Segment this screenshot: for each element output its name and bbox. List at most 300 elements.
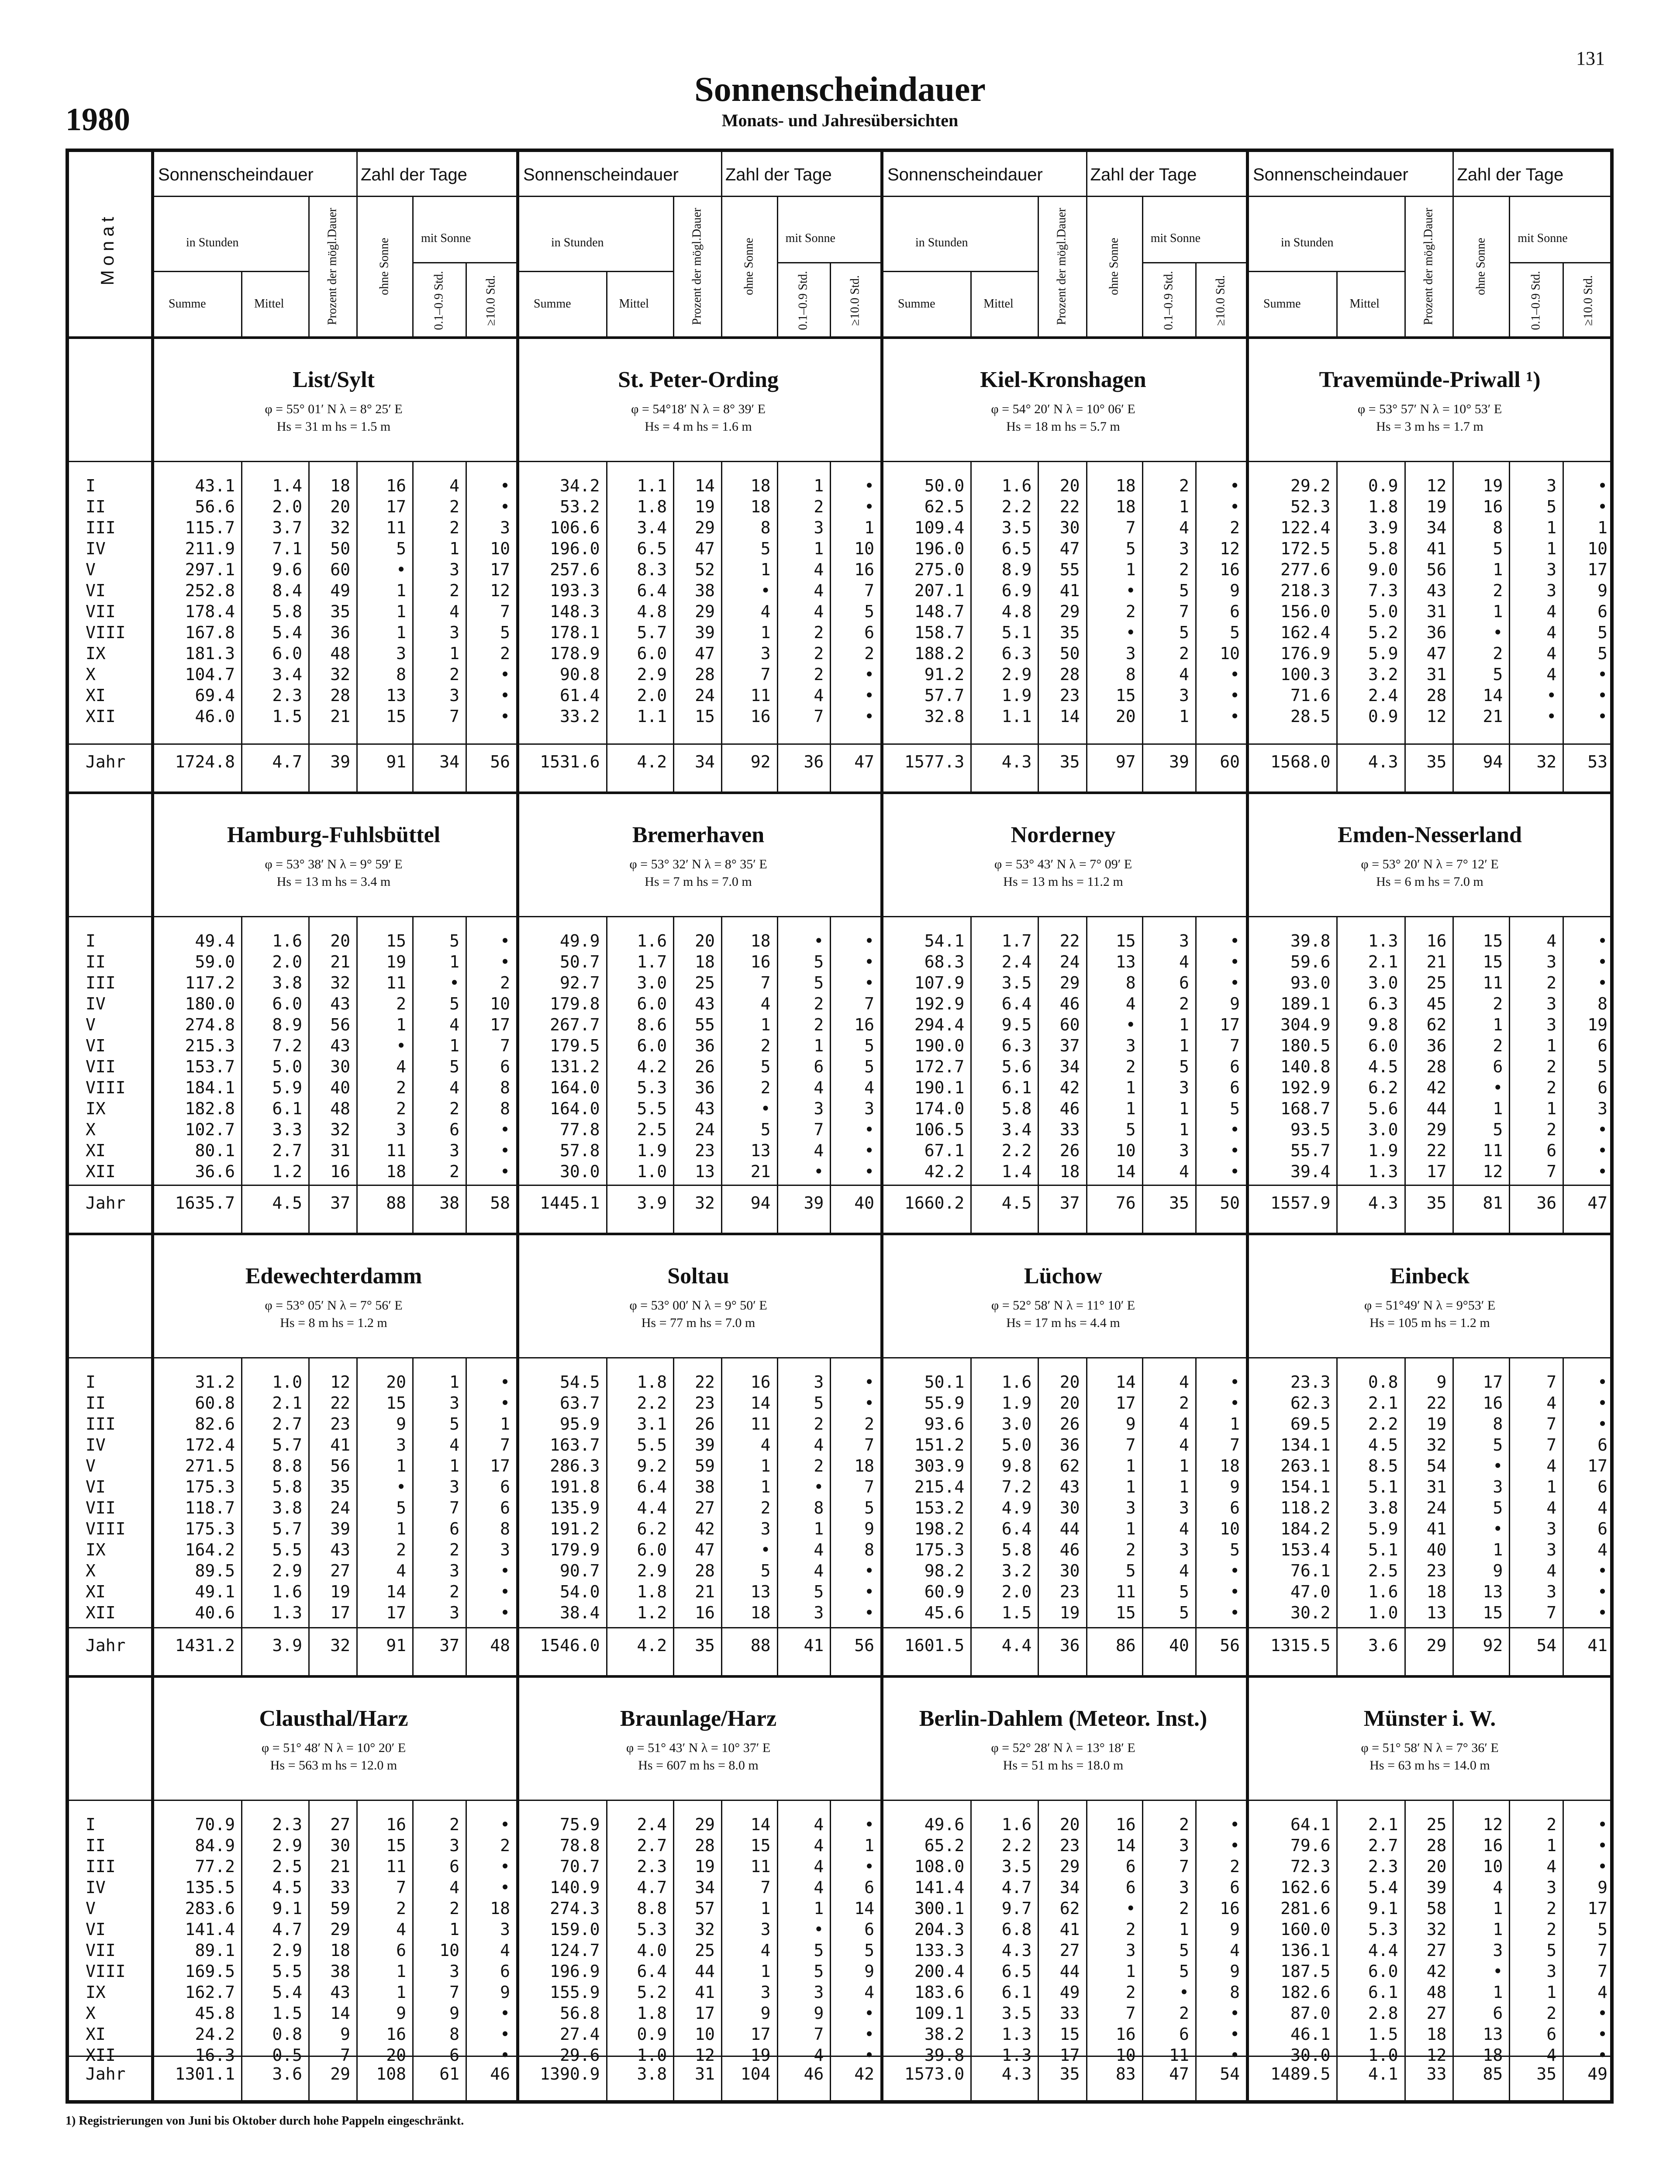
table-cell: 6 bbox=[500, 1057, 510, 1076]
table-cell: 176.9 bbox=[1280, 644, 1331, 663]
table-cell: 31.2 bbox=[195, 1372, 235, 1392]
table-cell: 2 bbox=[814, 994, 824, 1013]
table-cell: 5.8 bbox=[272, 602, 302, 621]
table-cell: 6.2 bbox=[637, 1519, 667, 1538]
table-cell: 5.2 bbox=[637, 1983, 667, 2002]
table-cell: 3.4 bbox=[272, 665, 302, 684]
table-cell: 55.9 bbox=[924, 1393, 965, 1413]
jahr-cell: 37 bbox=[439, 1636, 459, 1655]
block-divider bbox=[66, 1675, 1614, 1678]
table-cell: 9 bbox=[396, 1414, 406, 1434]
table-cell: 4.7 bbox=[637, 1878, 667, 1897]
station-coordinates: φ = 53° 00′ N λ = 9° 50′ E bbox=[629, 1298, 767, 1313]
table-cell: 16 bbox=[750, 707, 771, 726]
table-cell: 17 bbox=[1115, 1393, 1136, 1413]
table-cell: 5 bbox=[1493, 1120, 1503, 1139]
table-cell: 6 bbox=[1546, 1141, 1557, 1160]
table-cell: 5.8 bbox=[1368, 539, 1398, 558]
mittel-label: Mittel bbox=[983, 297, 1014, 311]
table-cell: 4.0 bbox=[637, 1941, 667, 1960]
table-cell: 10 bbox=[1115, 1141, 1136, 1160]
table-cell: 22 bbox=[330, 1393, 350, 1413]
table-cell: • bbox=[500, 2046, 510, 2065]
table-cell: • bbox=[1597, 1393, 1608, 1413]
table-cell: 1 bbox=[1546, 1836, 1557, 1855]
table-cell: 7 bbox=[449, 1983, 459, 2002]
jahr-cell: 4.4 bbox=[1001, 1636, 1032, 1655]
table-cell: 2 bbox=[864, 644, 874, 663]
table-cell: 6 bbox=[814, 1057, 824, 1076]
table-cell: 3 bbox=[449, 1477, 459, 1496]
table-cell: 17 bbox=[490, 1015, 510, 1034]
table-cell: 2 bbox=[1230, 1857, 1240, 1876]
table-cell: 6 bbox=[1125, 1857, 1136, 1876]
month-label: XII bbox=[86, 2046, 116, 2065]
table-cell: • bbox=[1230, 1815, 1240, 1834]
table-cell: 5 bbox=[1493, 539, 1503, 558]
table-cell: 6 bbox=[1230, 602, 1240, 621]
col-01-09-label bbox=[1142, 266, 1195, 334]
table-cell: • bbox=[500, 1603, 510, 1622]
table-cell: 5 bbox=[760, 1057, 771, 1076]
jahr-rule bbox=[66, 743, 1614, 745]
table-cell: 19 bbox=[1483, 476, 1503, 495]
table-cell: 17 bbox=[386, 497, 406, 516]
table-cell: 1 bbox=[760, 623, 771, 642]
table-cell: 22 bbox=[1059, 931, 1080, 950]
jahr-cell: 108 bbox=[376, 2064, 406, 2084]
block-divider bbox=[66, 336, 1614, 339]
table-cell: 2 bbox=[1493, 581, 1503, 600]
jahr-cell: 29 bbox=[1426, 1636, 1447, 1655]
table-cell: 169.5 bbox=[185, 1962, 235, 1981]
table-cell: 32 bbox=[1426, 1920, 1447, 1939]
table-cell: 1 bbox=[760, 1015, 771, 1034]
table-cell: 16 bbox=[386, 1815, 406, 1834]
table-cell: 29 bbox=[330, 1920, 350, 1939]
table-cell: 29 bbox=[695, 602, 715, 621]
table-cell: 69.5 bbox=[1290, 1414, 1331, 1434]
table-cell: 22 bbox=[1059, 497, 1080, 516]
table-cell: 3 bbox=[1546, 581, 1557, 600]
table-cell: 274.8 bbox=[185, 1015, 235, 1034]
ohne-sonne-label-text: ohne Sonne bbox=[742, 238, 756, 295]
jahr-cell: 39 bbox=[804, 1193, 824, 1213]
stunden-rule bbox=[880, 271, 1038, 272]
month-label: IV bbox=[86, 539, 106, 558]
ohne-sonne-label bbox=[1086, 201, 1142, 332]
monat-label: Monat bbox=[97, 212, 117, 286]
table-cell: • bbox=[1230, 2046, 1240, 2065]
table-cell: 32 bbox=[1426, 1435, 1447, 1455]
table-cell: 2 bbox=[1125, 1540, 1136, 1559]
table-cell: 43.1 bbox=[195, 476, 235, 495]
table-cell: 56 bbox=[330, 1015, 350, 1034]
table-cell: 33 bbox=[1059, 1120, 1080, 1139]
table-cell: 134.1 bbox=[1280, 1435, 1331, 1455]
table-cell: 37 bbox=[1059, 1036, 1080, 1055]
table-cell: 22 bbox=[695, 1372, 715, 1392]
header-rule bbox=[151, 196, 516, 197]
year-label: 1980 bbox=[66, 102, 130, 138]
table-cell: 8.6 bbox=[637, 1015, 667, 1034]
table-cell: • bbox=[1230, 1582, 1240, 1601]
table-cell: 4.3 bbox=[1001, 1941, 1032, 1960]
table-cell: 4 bbox=[1546, 1498, 1557, 1517]
table-cell: 16 bbox=[854, 560, 874, 579]
table-cell: 15 bbox=[1483, 931, 1503, 950]
table-cell: 8 bbox=[864, 1540, 874, 1559]
table-cell: 179.5 bbox=[550, 1036, 600, 1055]
table-cell: 2 bbox=[449, 665, 459, 684]
table-cell: 58 bbox=[1426, 1899, 1447, 1918]
table-cell: 93.0 bbox=[1290, 973, 1331, 992]
table-cell: 1 bbox=[814, 1036, 824, 1055]
table-cell: 4 bbox=[1597, 1983, 1608, 2002]
table-cell: 23 bbox=[695, 1393, 715, 1413]
table-cell: 5.2 bbox=[1368, 623, 1398, 642]
station-header-rule bbox=[66, 461, 1614, 462]
table-cell: 172.5 bbox=[1280, 539, 1331, 558]
table-cell: 3 bbox=[449, 623, 459, 642]
table-cell: 2 bbox=[1493, 1036, 1503, 1055]
jahr-cell: 34 bbox=[439, 752, 459, 771]
table-cell: 49 bbox=[330, 581, 350, 600]
table-cell: 141.4 bbox=[914, 1878, 965, 1897]
table-cell: 1.9 bbox=[1368, 1141, 1398, 1160]
table-cell: 4 bbox=[1546, 602, 1557, 621]
table-cell: 26 bbox=[1059, 1141, 1080, 1160]
ohne-sonne-label-text: ohne Sonne bbox=[377, 238, 391, 295]
table-cell: 28 bbox=[695, 665, 715, 684]
table-cell: 5 bbox=[449, 1057, 459, 1076]
table-cell: 23 bbox=[1059, 1836, 1080, 1855]
table-cell: 6.1 bbox=[272, 1099, 302, 1118]
table-cell: 2 bbox=[396, 994, 406, 1013]
table-cell: • bbox=[864, 1372, 874, 1392]
table-cell: 6.5 bbox=[1001, 1962, 1032, 1981]
table-cell: 43 bbox=[330, 1036, 350, 1055]
jahr-cell: 4.5 bbox=[1001, 1193, 1032, 1213]
station-heights: Hs = 8 m hs = 1.2 m bbox=[280, 1316, 387, 1330]
month-label: VII bbox=[86, 1498, 116, 1517]
zahl-der-tage-header: Zahl der Tage bbox=[1090, 165, 1197, 184]
table-cell: • bbox=[500, 1561, 510, 1580]
table-cell: 2 bbox=[1179, 2004, 1189, 2023]
table-cell: 10 bbox=[854, 539, 874, 558]
month-label: IX bbox=[86, 1540, 106, 1559]
table-cell: • bbox=[1597, 707, 1608, 726]
table-cell: 300.1 bbox=[914, 1899, 965, 1918]
table-cell: 2 bbox=[1179, 994, 1189, 1013]
table-cell: 122.4 bbox=[1280, 518, 1331, 537]
table-cell: 21 bbox=[330, 952, 350, 971]
table-cell: 3 bbox=[864, 1099, 874, 1118]
table-cell: 2 bbox=[449, 1162, 459, 1181]
table-cell: 55 bbox=[695, 1015, 715, 1034]
table-cell: 3 bbox=[760, 1519, 771, 1538]
table-cell: 36 bbox=[1059, 1435, 1080, 1455]
table-cell: 1.7 bbox=[637, 952, 667, 971]
table-cell: 12 bbox=[1220, 539, 1240, 558]
table-cell: • bbox=[760, 1099, 771, 1118]
table-cell: 15 bbox=[1483, 952, 1503, 971]
table-cell: 141.4 bbox=[185, 1920, 235, 1939]
table-cell: 5.7 bbox=[637, 623, 667, 642]
table-cell: 50.0 bbox=[924, 476, 965, 495]
table-cell: 7 bbox=[814, 1120, 824, 1139]
table-cell: 30 bbox=[330, 1836, 350, 1855]
table-cell: 4 bbox=[1546, 1393, 1557, 1413]
table-cell: 4 bbox=[1125, 994, 1136, 1013]
table-cell: 7 bbox=[449, 1498, 459, 1517]
table-cell: 5.9 bbox=[272, 1078, 302, 1097]
prozent-label bbox=[1404, 201, 1453, 332]
table-cell: 8.9 bbox=[1001, 560, 1032, 579]
table-cell: 40 bbox=[330, 1078, 350, 1097]
jahr-cell: 56 bbox=[490, 752, 510, 771]
table-cell: 8.8 bbox=[637, 1899, 667, 1918]
table-cell: 4 bbox=[1546, 1456, 1557, 1476]
table-cell: 52.3 bbox=[1290, 497, 1331, 516]
table-cell: 47 bbox=[695, 1540, 715, 1559]
table-cell: • bbox=[1493, 1456, 1503, 1476]
jahr-cell: 46 bbox=[804, 2064, 824, 2084]
stunden-rule bbox=[516, 271, 673, 272]
table-cell: 6 bbox=[1597, 1036, 1608, 1055]
table-cell: • bbox=[1230, 476, 1240, 495]
table-cell: 18 bbox=[386, 1162, 406, 1181]
table-cell: 18 bbox=[750, 497, 771, 516]
page-subtitle: Monats- und Jahresübersichten bbox=[721, 111, 959, 130]
table-cell: 9 bbox=[1493, 1561, 1503, 1580]
mit-sonne-rule bbox=[777, 262, 880, 263]
table-cell: • bbox=[1179, 1983, 1189, 2002]
table-cell: 23 bbox=[1059, 1582, 1080, 1601]
table-cell: 2.3 bbox=[272, 686, 302, 705]
table-cell: 20 bbox=[330, 497, 350, 516]
table-cell: 56 bbox=[1426, 560, 1447, 579]
stunden-rule bbox=[151, 271, 308, 272]
table-cell: 39 bbox=[330, 1519, 350, 1538]
table-cell: 65.2 bbox=[924, 1836, 965, 1855]
table-cell: 28 bbox=[695, 1561, 715, 1580]
jahr-rule bbox=[66, 1185, 1614, 1186]
jahr-cell: 1577.3 bbox=[904, 752, 965, 771]
table-cell: 7 bbox=[864, 1477, 874, 1496]
table-cell: 200.4 bbox=[914, 1962, 965, 1981]
table-cell: 5.8 bbox=[1001, 1540, 1032, 1559]
table-cell: 1.3 bbox=[272, 1603, 302, 1622]
table-cell: 84.9 bbox=[195, 1836, 235, 1855]
table-cell: 1.8 bbox=[637, 497, 667, 516]
table-cell: 4 bbox=[1179, 518, 1189, 537]
table-cell: 154.1 bbox=[1280, 1477, 1331, 1496]
jahr-cell: 3.6 bbox=[272, 2064, 302, 2084]
table-cell: 38.2 bbox=[924, 2025, 965, 2044]
table-cell: 140.8 bbox=[1280, 1057, 1331, 1076]
station-coordinates: φ = 53° 05′ N λ = 7° 56′ E bbox=[265, 1298, 403, 1313]
table-cell: 3 bbox=[500, 1920, 510, 1939]
jahr-cell: 94 bbox=[1483, 752, 1503, 771]
ohne-sonne-label-text: ohne Sonne bbox=[1107, 238, 1121, 295]
table-cell: 20 bbox=[1059, 476, 1080, 495]
table-cell: 90.7 bbox=[559, 1561, 600, 1580]
table-cell: 15 bbox=[1059, 2025, 1080, 2044]
table-cell: • bbox=[1230, 931, 1240, 950]
table-cell: 7 bbox=[1546, 1414, 1557, 1434]
table-cell: 1 bbox=[864, 518, 874, 537]
table-cell: 109.1 bbox=[914, 2004, 965, 2023]
table-cell: 18 bbox=[750, 1603, 771, 1622]
jahr-cell: 47 bbox=[1169, 2064, 1189, 2084]
header-rule bbox=[516, 196, 880, 197]
table-cell: • bbox=[1230, 1162, 1240, 1181]
table-cell: 4 bbox=[396, 1561, 406, 1580]
table-cell: 2.7 bbox=[272, 1141, 302, 1160]
table-cell: 1 bbox=[760, 1477, 771, 1496]
table-cell: 191.8 bbox=[550, 1477, 600, 1496]
ohne-sonne-label bbox=[1452, 201, 1509, 332]
table-cell: 8 bbox=[760, 518, 771, 537]
table-cell: • bbox=[864, 476, 874, 495]
table-cell: 2 bbox=[449, 1815, 459, 1834]
table-cell: 7 bbox=[396, 1878, 406, 1897]
table-cell: 175.3 bbox=[914, 1540, 965, 1559]
table-cell: 7 bbox=[1125, 1435, 1136, 1455]
table-cell: 48 bbox=[1426, 1983, 1447, 2002]
table-cell: 23.3 bbox=[1290, 1372, 1331, 1392]
table-cell: 14 bbox=[1483, 686, 1503, 705]
table-cell: 102.7 bbox=[185, 1120, 235, 1139]
table-cell: 4 bbox=[760, 1941, 771, 1960]
table-cell: • bbox=[396, 560, 406, 579]
prozent-label bbox=[673, 201, 721, 332]
table-cell: 11 bbox=[1115, 1582, 1136, 1601]
jahr-label: Jahr bbox=[86, 1193, 126, 1213]
table-cell: 168.7 bbox=[1280, 1099, 1331, 1118]
table-cell: 79.6 bbox=[1290, 1836, 1331, 1855]
col-01-09-label bbox=[777, 266, 830, 334]
table-cell: 8.8 bbox=[272, 1456, 302, 1476]
table-cell: 1.5 bbox=[272, 707, 302, 726]
table-cell: 2 bbox=[396, 1899, 406, 1918]
table-cell: 19 bbox=[330, 1582, 350, 1601]
col-01-09-label-text: 0.1–0.9 Std. bbox=[1529, 270, 1543, 330]
month-label: X bbox=[86, 1120, 96, 1139]
table-cell: 162.4 bbox=[1280, 623, 1331, 642]
table-cell: 27 bbox=[695, 1498, 715, 1517]
table-cell: 6.1 bbox=[1001, 1983, 1032, 2002]
jahr-cell: 1445.1 bbox=[540, 1193, 600, 1213]
table-cell: 5 bbox=[814, 1582, 824, 1601]
table-cell: 5.1 bbox=[1368, 1540, 1398, 1559]
table-cell: • bbox=[396, 1036, 406, 1055]
table-cell: • bbox=[1597, 1414, 1608, 1434]
month-label: III bbox=[86, 1414, 116, 1434]
table-cell: 1.0 bbox=[1368, 1603, 1398, 1622]
month-label: II bbox=[86, 497, 106, 516]
table-cell: 9.8 bbox=[1001, 1456, 1032, 1476]
table-cell: 12 bbox=[1483, 1815, 1503, 1834]
table-cell: 18 bbox=[330, 476, 350, 495]
station-coordinates: φ = 54° 20′ N λ = 10° 06′ E bbox=[991, 402, 1135, 416]
table-cell: 172.4 bbox=[185, 1435, 235, 1455]
station-heights: Hs = 13 m hs = 11.2 m bbox=[1003, 874, 1123, 889]
table-cell: 9.2 bbox=[637, 1456, 667, 1476]
table-cell: 30 bbox=[1059, 1561, 1080, 1580]
table-cell: 182.6 bbox=[1280, 1983, 1331, 2002]
table-cell: 1 bbox=[449, 644, 459, 663]
table-cell: • bbox=[864, 1120, 874, 1139]
mittel-label: Mittel bbox=[619, 297, 649, 311]
subcolumn-divider bbox=[970, 271, 972, 336]
table-cell: 3.0 bbox=[1001, 1414, 1032, 1434]
month-label: VII bbox=[86, 602, 116, 621]
table-cell: 5 bbox=[1493, 1435, 1503, 1455]
table-cell: 10 bbox=[1220, 644, 1240, 663]
table-cell: 56 bbox=[330, 1456, 350, 1476]
summe-label: Summe bbox=[534, 297, 571, 311]
table-cell: 12 bbox=[330, 1372, 350, 1392]
table-cell: 0.8 bbox=[272, 2025, 302, 2044]
table-cell: 7 bbox=[760, 973, 771, 992]
table-cell: • bbox=[1230, 1836, 1240, 1855]
month-label: XII bbox=[86, 1162, 116, 1181]
table-cell: 2.1 bbox=[272, 1393, 302, 1413]
table-cell: 2 bbox=[449, 497, 459, 516]
table-cell: 8.5 bbox=[1368, 1456, 1398, 1476]
table-cell: 3 bbox=[814, 518, 824, 537]
table-cell: 12 bbox=[1426, 707, 1447, 726]
table-cell: • bbox=[1493, 1519, 1503, 1538]
jahr-cell: 40 bbox=[1169, 1636, 1189, 1655]
table-cell: 5.6 bbox=[1001, 1057, 1032, 1076]
table-cell: 15 bbox=[695, 707, 715, 726]
table-cell: 21 bbox=[330, 1857, 350, 1876]
table-cell: 3.3 bbox=[272, 1120, 302, 1139]
table-cell: 29.6 bbox=[559, 2046, 600, 2065]
col-ge10-label-text: ≥10.0 Std. bbox=[1214, 275, 1228, 326]
mit-sonne-label: mit Sonne bbox=[785, 232, 835, 245]
table-cell: 3 bbox=[1179, 686, 1189, 705]
table-cell: 7 bbox=[864, 1435, 874, 1455]
table-cell: 10 bbox=[1115, 2046, 1136, 2065]
table-cell: 4 bbox=[814, 1561, 824, 1580]
sonnenscheindauer-header: Sonnenscheindauer bbox=[523, 165, 679, 184]
table-cell: 1 bbox=[760, 1899, 771, 1918]
station-header-rule bbox=[66, 916, 1614, 917]
table-cell: 1 bbox=[760, 1456, 771, 1476]
table-cell: 5 bbox=[1546, 1941, 1557, 1960]
jahr-cell: 85 bbox=[1483, 2064, 1503, 2084]
table-cell: 15 bbox=[386, 1836, 406, 1855]
month-label: IV bbox=[86, 1435, 106, 1455]
table-cell: 1 bbox=[1125, 1078, 1136, 1097]
table-cell: 49.1 bbox=[195, 1582, 235, 1601]
month-label: V bbox=[86, 560, 96, 579]
in-stunden-label: in Stunden bbox=[915, 236, 968, 249]
table-cell: • bbox=[1597, 973, 1608, 992]
table-cell: 11 bbox=[1169, 2046, 1189, 2065]
table-cell: • bbox=[814, 1920, 824, 1939]
table-cell: 140.9 bbox=[550, 1878, 600, 1897]
table-cell: 1 bbox=[1125, 1456, 1136, 1476]
table-cell: 17 bbox=[695, 2004, 715, 2023]
table-cell: • bbox=[500, 1878, 510, 1897]
table-cell: 1 bbox=[1493, 1099, 1503, 1118]
table-cell: 155.9 bbox=[550, 1983, 600, 2002]
